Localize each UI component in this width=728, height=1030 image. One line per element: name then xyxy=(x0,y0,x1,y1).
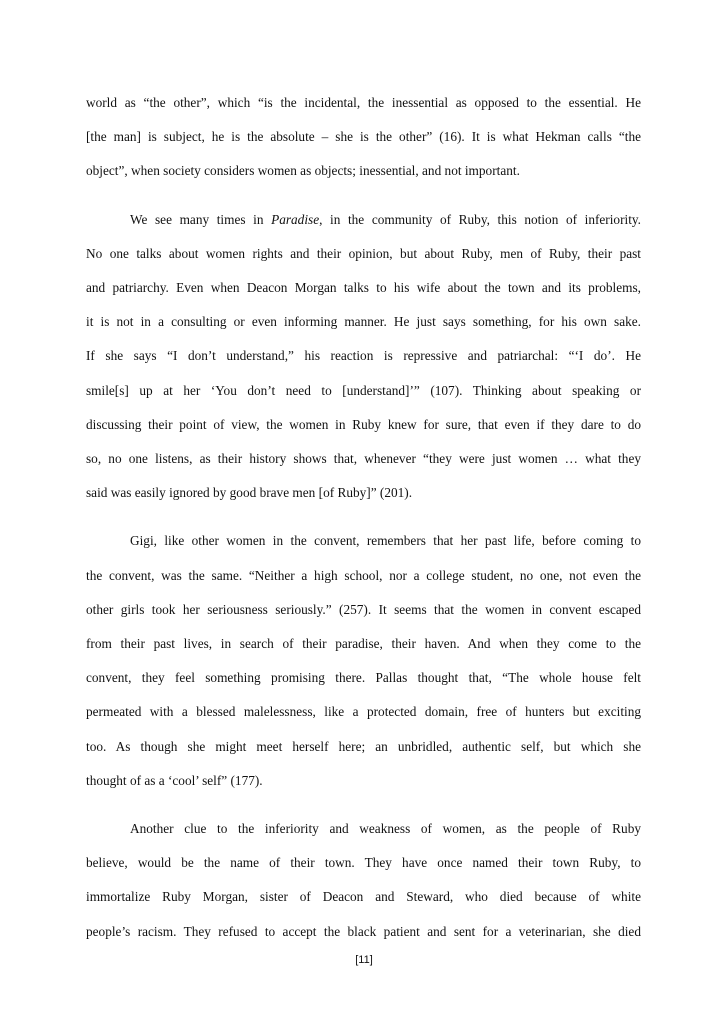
text-line: immortalize Ruby Morgan, sister of Deacon and Steward, who died because of white xyxy=(86,889,641,905)
text-line: We see many times in Paradise, in the community of Ruby, this notion of inferiority. xyxy=(130,211,641,227)
text-line: object”, when society considers women as objects; inessential, and not important. xyxy=(86,163,520,179)
text-line: too. As though she might meet herself here; an unbridled, authentic self, but which she xyxy=(86,738,641,754)
text-line: world as “the other”, which “is the incidental, the inessential as opposed to the essential. He xyxy=(86,95,641,110)
paragraph xyxy=(86,86,641,189)
text-line: it is not in a consulting or even informing manner. He just says something, for his own sake. xyxy=(86,314,641,330)
text-line: so, no one listens, as their history shows that, whenever “they were just women … what they xyxy=(86,451,641,467)
text-line: other girls took her seriousness seriously.” (257). It seems that the women in convent escaped xyxy=(86,601,641,617)
text-line: from their past lives, in search of their paradise, their haven. And when they come to the xyxy=(86,636,641,652)
paragraph xyxy=(86,812,641,949)
paragraph xyxy=(86,203,641,511)
text-line: thought of as a ‘cool’ self” (177). xyxy=(86,772,263,788)
text-line: Gigi, like other women in the convent, remembers that her past life, before coming to xyxy=(130,533,641,549)
text-line: Another clue to the inferiority and weakness of women, as the people of Ruby xyxy=(130,821,641,837)
text-line: the convent, was the same. “Neither a high school, nor a college student, no one, not even the xyxy=(86,567,641,583)
text-line: permeated with a blessed malelessness, like a protected domain, free of hunters but exciting xyxy=(86,704,641,720)
text-line: [the man] is subject, he is the absolute – she is the other” (16). It is what Hekman calls “the xyxy=(86,129,641,145)
text-line: convent, they feel something promising there. Pallas thought that, “The whole house felt xyxy=(86,670,641,686)
text-line: people’s racism. They refused to accept the black patient and sent for a veterinarian, she died xyxy=(86,923,641,939)
text-line: smile[s] up at her ‘You don’t need to [understand]’” (107). Thinking about speaking or xyxy=(86,382,641,398)
text-line: No one talks about women rights and their opinion, but about Ruby, men of Ruby, their past xyxy=(86,245,641,261)
paragraph xyxy=(86,524,641,798)
text-line: believe, would be the name of their town. They have once named their town Ruby, to xyxy=(86,855,641,871)
text-line: If she says “I don’t understand,” his reaction is repressive and patriarchal: “‘I do’. He xyxy=(86,348,641,364)
body-text xyxy=(86,86,641,963)
text-line: said was easily ignored by good brave men [of Ruby]” (201). xyxy=(86,485,413,501)
text-line: discussing their point of view, the women in Ruby knew for sure, that even if they dare to do xyxy=(86,416,641,432)
text-line: and patriarchy. Even when Deacon Morgan talks to his wife about the town and its problems, xyxy=(86,280,641,296)
page-number: [11] xyxy=(355,954,373,966)
